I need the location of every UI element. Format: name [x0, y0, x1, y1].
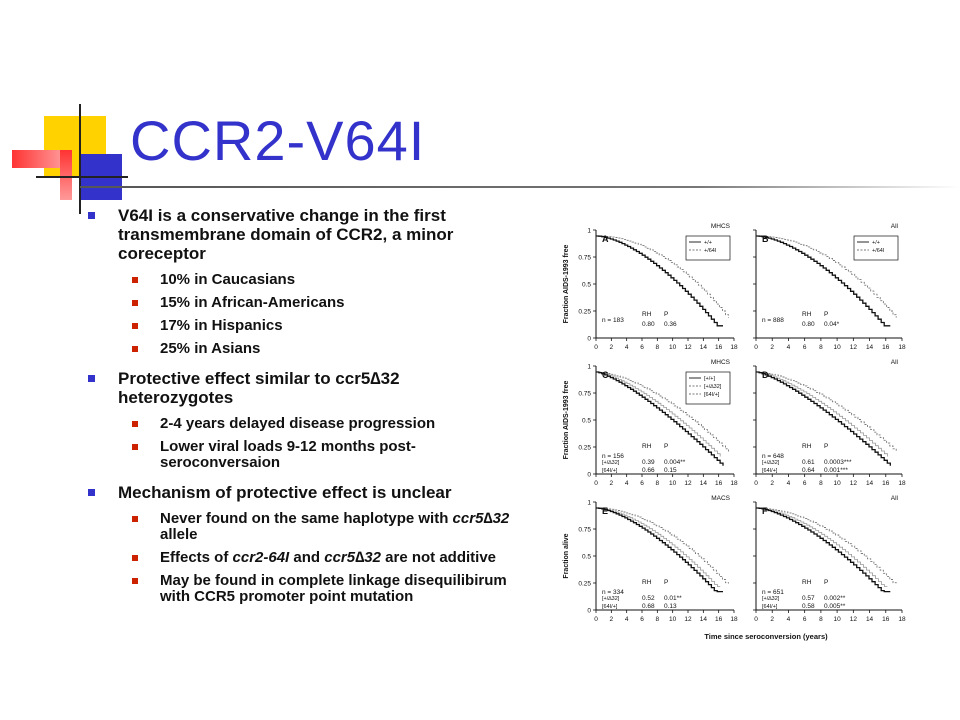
sub-bullet-text: 17% in Hispanics — [160, 317, 283, 334]
stat-group-label: [+/∆32] — [762, 460, 780, 466]
stat-group-label: [+/∆32] — [762, 596, 780, 602]
bullet-item — [88, 369, 513, 407]
stat-header-rh: RH — [802, 579, 812, 586]
slide-title: CCR2-V64I — [130, 109, 426, 172]
x-tick-label: 12 — [684, 344, 692, 351]
stat-header-rh: RH — [642, 311, 652, 318]
legend-label: +/64I — [704, 248, 717, 254]
panel-cohort-label: All — [890, 223, 898, 230]
stat-value: 0.001*** — [824, 467, 848, 474]
x-tick-label: 12 — [849, 344, 857, 351]
x-tick-label: 18 — [898, 480, 906, 487]
x-tick-label: 0 — [754, 344, 758, 351]
x-tick-label: 2 — [770, 616, 775, 623]
stat-header-rh: RH — [642, 443, 652, 450]
x-tick-label: 12 — [684, 480, 692, 487]
x-tick-label: 2 — [609, 344, 614, 351]
panel-letter: D — [762, 370, 769, 380]
stat-value: 0.13 — [664, 603, 677, 610]
x-tick-label: 0 — [754, 480, 758, 487]
stat-group-label: [+/∆32] — [602, 460, 620, 466]
sub-bullet-text: 25% in Asians — [160, 340, 261, 357]
x-tick-label: 12 — [849, 616, 857, 623]
sub-bullet-text: 10% in Caucasians — [160, 271, 296, 288]
sub-bullet-text: May be found in complete linkage disequilibirum with CCR5 promoter point mutation — [160, 572, 507, 605]
x-tick-label: 16 — [882, 616, 890, 623]
legend-label: +/+ — [704, 240, 712, 246]
y-tick-label: 0.5 — [581, 553, 591, 561]
stat-header-p: P — [824, 311, 829, 318]
x-tick-label: 8 — [655, 616, 660, 623]
sample-size-label: n = 651 — [762, 589, 784, 596]
x-tick-label: 8 — [655, 344, 660, 351]
sub-bullet-text: Lower viral loads 9-12 months post-seroconversaion — [160, 438, 416, 471]
sub-bullet-text: 2-4 years delayed disease progression — [160, 415, 436, 432]
stat-value: 0.68 — [642, 603, 655, 610]
x-tick-label: 4 — [624, 616, 629, 623]
x-tick-label: 6 — [640, 344, 644, 351]
x-tick-label: 0 — [594, 344, 598, 351]
y-tick-label: 0.5 — [581, 281, 591, 289]
legend-label: [+/+] — [704, 376, 716, 382]
stat-value: 0.66 — [642, 467, 655, 474]
stat-group-label: [64I/+] — [762, 604, 778, 610]
sub-bullet-item — [88, 272, 513, 288]
panel-letter: B — [762, 234, 769, 244]
y-tick-label: 1 — [587, 499, 591, 507]
x-tick-label: 16 — [882, 344, 890, 351]
x-tick-label: 10 — [669, 480, 677, 487]
stat-group-label: [64I/+] — [762, 468, 778, 474]
x-tick-label: 8 — [819, 616, 823, 623]
stat-value: 0.04* — [824, 321, 840, 328]
y-axis-label: Fraction AIDS-1993 free — [563, 380, 570, 460]
sample-size-label: n = 183 — [602, 317, 624, 324]
survival-curve-secondary — [756, 508, 896, 584]
sample-size-label: n = 888 — [762, 317, 784, 324]
stat-header-rh: RH — [642, 579, 652, 586]
stat-header-rh: RH — [802, 443, 812, 450]
x-tick-label: 14 — [699, 616, 707, 623]
x-tick-label: 6 — [802, 480, 807, 487]
stat-group-label: [+/∆32] — [602, 596, 620, 602]
x-tick-label: 6 — [802, 616, 807, 623]
y-tick-label: 0.25 — [578, 580, 591, 588]
bullet-square-icon — [88, 489, 95, 496]
x-tick-label: 14 — [699, 480, 707, 487]
title-underline — [80, 186, 960, 188]
stat-header-p: P — [664, 443, 669, 450]
x-axis-label: Time since seroconversion (years) — [704, 632, 828, 641]
y-tick-label: 0.5 — [581, 417, 591, 425]
stat-value: 0.01** — [664, 595, 682, 602]
x-tick-label: 10 — [669, 616, 677, 623]
stat-value: 0.52 — [642, 595, 655, 602]
bullet-text: V64I is a conservative change in the first transmembrane domain of CCR2, a minor coreceptor — [118, 206, 454, 263]
stat-group-label: [64I/+] — [602, 604, 618, 610]
legend-label: [+/∆32] — [704, 384, 722, 390]
sub-bullet-item — [88, 550, 513, 566]
x-tick-label: 2 — [770, 480, 775, 487]
stat-value: 0.36 — [664, 321, 677, 328]
x-tick-label: 8 — [819, 344, 823, 351]
stat-value: 0.64 — [802, 467, 815, 474]
x-tick-label: 4 — [624, 344, 629, 351]
x-tick-label: 12 — [849, 480, 857, 487]
stat-value: 0.15 — [664, 467, 677, 474]
stat-header-p: P — [664, 579, 669, 586]
deco-horizontal-line — [36, 176, 128, 178]
y-tick-label: 0.25 — [578, 308, 591, 316]
stat-value: 0.57 — [802, 595, 815, 602]
x-tick-label: 14 — [699, 344, 707, 351]
x-tick-label: 0 — [594, 480, 598, 487]
x-tick-label: 16 — [715, 616, 723, 623]
x-tick-label: 4 — [786, 616, 791, 623]
bullet-item — [88, 206, 513, 263]
stat-value: 0.39 — [642, 459, 655, 466]
survival-curve-secondary — [596, 508, 729, 584]
x-tick-label: 18 — [730, 344, 738, 351]
survival-curve-primary — [756, 372, 890, 466]
survival-curves-figure — [556, 218, 910, 642]
panel-cohort-label: MACS — [711, 495, 730, 502]
x-tick-label: 0 — [754, 616, 758, 623]
x-tick-label: 4 — [786, 480, 791, 487]
survival-curve-tertiary — [756, 508, 887, 587]
legend-label: +/+ — [872, 240, 880, 246]
stat-group-label: [64I/+] — [602, 468, 618, 474]
y-tick-label: 0.75 — [578, 526, 591, 534]
x-tick-label: 2 — [609, 616, 614, 623]
bullet-group — [88, 206, 513, 357]
sub-bullet-square-icon — [132, 578, 138, 584]
panel-cohort-label: All — [890, 359, 898, 366]
panel-cohort-label: All — [890, 495, 898, 502]
x-tick-label: 18 — [730, 480, 738, 487]
deco-red-bar-vertical — [60, 150, 72, 200]
sub-bullet-text: Never found on the same haplotype with ccr5∆32 allele — [160, 510, 510, 543]
sub-bullet-square-icon — [132, 516, 138, 522]
stat-value: 0.61 — [802, 459, 815, 466]
x-tick-label: 10 — [833, 616, 841, 623]
sub-bullet-square-icon — [132, 277, 138, 283]
stat-header-p: P — [824, 443, 829, 450]
sub-bullet-square-icon — [132, 323, 138, 329]
sub-bullet-item — [88, 511, 513, 543]
stat-value: 0.80 — [642, 321, 655, 328]
panel-cohort-label: MHCS — [710, 223, 730, 230]
stat-value: 0.004** — [664, 459, 686, 466]
x-tick-label: 18 — [898, 616, 906, 623]
y-axis-label: Fraction AIDS-1993 free — [563, 244, 570, 324]
panel-cohort-label: MHCS — [710, 359, 730, 366]
stat-value: 0.80 — [802, 321, 815, 328]
panel-letter: F — [762, 506, 768, 516]
x-tick-label: 18 — [730, 616, 738, 623]
sub-bullet-square-icon — [132, 555, 138, 561]
y-tick-label: 0.75 — [578, 390, 591, 398]
sub-bullet-item — [88, 318, 513, 334]
y-tick-label: 1 — [587, 227, 591, 235]
sub-bullet-square-icon — [132, 346, 138, 352]
legend-label: [64I/+] — [704, 392, 720, 398]
deco-vertical-line — [79, 104, 81, 214]
stat-value: 0.005** — [824, 603, 846, 610]
x-tick-label: 10 — [833, 480, 841, 487]
sample-size-label: n = 334 — [602, 589, 624, 596]
sample-size-label: n = 156 — [602, 453, 624, 460]
slide-body — [88, 206, 513, 617]
sub-bullet-item — [88, 573, 513, 605]
y-tick-label: 0.25 — [578, 444, 591, 452]
x-tick-label: 14 — [865, 616, 874, 623]
bullet-text: Mechanism of protective effect is unclear — [118, 483, 452, 502]
bullet-square-icon — [88, 212, 95, 219]
x-tick-label: 14 — [865, 344, 874, 351]
bullet-group — [88, 483, 513, 605]
sub-bullet-item — [88, 416, 513, 432]
sub-bullet-item — [88, 439, 513, 471]
x-tick-label: 10 — [833, 344, 841, 351]
panel-letter: A — [602, 234, 609, 244]
x-tick-label: 12 — [684, 616, 692, 623]
survival-curve-primary — [596, 508, 723, 592]
stat-header-p: P — [824, 579, 829, 586]
stat-header-rh: RH — [802, 311, 812, 318]
stat-header-p: P — [664, 311, 669, 318]
sub-bullet-square-icon — [132, 300, 138, 306]
x-tick-label: 6 — [640, 480, 644, 487]
x-tick-label: 16 — [715, 344, 723, 351]
y-axis-label: Fraction alive — [563, 533, 570, 579]
x-tick-label: 2 — [609, 480, 614, 487]
x-tick-label: 16 — [715, 480, 723, 487]
x-tick-label: 8 — [819, 480, 823, 487]
x-tick-label: 18 — [898, 344, 906, 351]
x-tick-label: 6 — [640, 616, 644, 623]
x-tick-label: 2 — [770, 344, 775, 351]
x-tick-label: 4 — [624, 480, 629, 487]
legend-label: +/64I — [872, 248, 885, 254]
bullet-text: Protective effect similar to ccr5∆32 heterozygotes — [118, 369, 400, 407]
stat-value: 0.002** — [824, 595, 846, 602]
sub-bullet-text: 15% in African-Americans — [160, 294, 345, 311]
sub-bullet-square-icon — [132, 444, 138, 450]
panel-letter: C — [602, 370, 609, 380]
bullet-group — [88, 369, 513, 471]
x-tick-label: 0 — [594, 616, 598, 623]
x-tick-label: 16 — [882, 480, 890, 487]
bullet-square-icon — [88, 375, 95, 382]
survival-curve-tertiary — [596, 508, 720, 587]
panel-letter: E — [602, 506, 609, 516]
sub-bullet-item — [88, 295, 513, 311]
y-tick-label: 0 — [587, 607, 591, 615]
x-tick-label: 14 — [865, 480, 874, 487]
stat-value: 0.0003*** — [824, 459, 852, 466]
sample-size-label: n = 648 — [762, 453, 784, 460]
bullet-item — [88, 483, 513, 502]
sub-bullet-item — [88, 341, 513, 357]
stat-value: 0.58 — [802, 603, 815, 610]
x-tick-label: 4 — [786, 344, 791, 351]
y-tick-label: 1 — [587, 363, 591, 371]
y-tick-label: 0 — [587, 335, 591, 343]
x-tick-label: 6 — [802, 344, 807, 351]
y-tick-label: 0 — [587, 471, 591, 479]
x-tick-label: 10 — [669, 344, 677, 351]
sub-bullet-text: Effects of ccr2-64I and ccr5∆32 are not additive — [160, 549, 497, 566]
y-tick-label: 0.75 — [578, 254, 591, 262]
sub-bullet-square-icon — [132, 421, 138, 427]
x-tick-label: 8 — [655, 480, 660, 487]
